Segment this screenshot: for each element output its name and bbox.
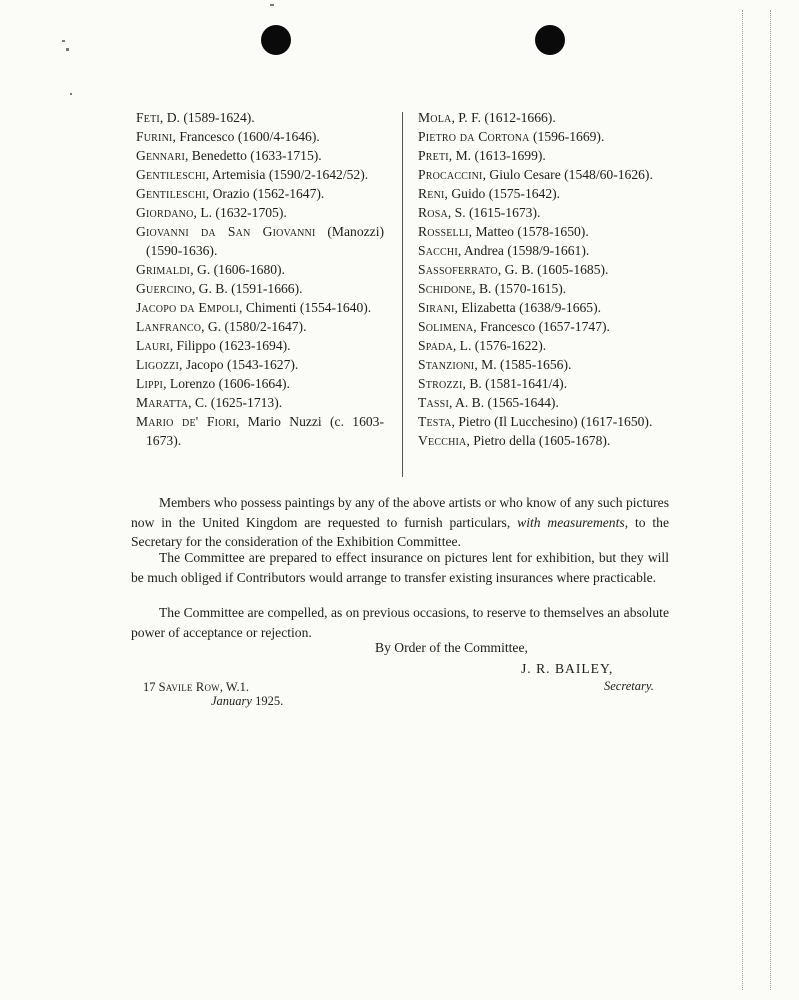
artist-details: , Pietro della (1605-1678). [466, 433, 611, 448]
artist-details: , Giulo Cesare (1548/60-1626). [482, 167, 653, 182]
artist-entry [136, 412, 384, 450]
artist-details: , G. B. (1605-1685). [497, 262, 609, 277]
punch-hole-right [535, 25, 565, 55]
artist-entry [418, 336, 668, 355]
artist-surname: Giovanni da San Giovanni [136, 224, 316, 239]
artist-surname: Lauri [136, 338, 170, 353]
artist-surname: Mola [418, 110, 452, 125]
perforation-line [770, 10, 771, 990]
artist-details: , Artemisia (1590/2-1642/52). [205, 167, 369, 182]
artist-surname: Giordano [136, 205, 194, 220]
artist-surname: Spada [418, 338, 453, 353]
artist-details: , Pietro (Il Lucchesino) (1617-1650). [451, 414, 653, 429]
notice-paragraph-2-text: The Committee are prepared to effect insurance on pictures lent for exhibition, but they will be much obliged if Contributors would arrange to transfer existing insurances where practicable. [131, 550, 669, 585]
artist-entry [136, 260, 384, 279]
artist-surname: Pietro da Cortona [418, 129, 530, 144]
artist-entry [418, 374, 668, 393]
artist-surname: Gennari [136, 148, 185, 163]
artist-entry [418, 393, 668, 412]
artist-entry [418, 241, 668, 260]
punch-hole-left [261, 25, 291, 55]
artist-details: , Matteo (1578-1650). [468, 224, 589, 239]
signatory-name: J. R. BAILEY, [521, 661, 614, 676]
artist-entry [418, 431, 668, 450]
perforation-line [742, 10, 743, 990]
address-number: 17 [143, 680, 156, 694]
artist-list-left [136, 108, 384, 450]
artist-surname: Ligozzi [136, 357, 180, 372]
artist-details: , Elizabetta (1638/9-1665). [454, 300, 602, 315]
artist-entry [418, 279, 668, 298]
artist-entry [418, 165, 668, 184]
artist-surname: Sassoferrato [418, 262, 498, 277]
artist-surname: Preti [418, 148, 449, 163]
artist-surname: Guercino [136, 281, 192, 296]
artist-entry [136, 108, 384, 127]
artist-surname: Sacchi [418, 243, 458, 258]
artist-surname: Testa [418, 414, 452, 429]
artist-entry [136, 127, 384, 146]
artist-details: , L. (1576-1622). [452, 338, 547, 353]
artist-entry [418, 298, 668, 317]
artist-surname: Tassi [418, 395, 449, 410]
column-divider [402, 112, 403, 477]
artist-details: , Chimenti (1554-1640). [239, 300, 372, 315]
notice-paragraph-3 [131, 603, 669, 642]
artist-entry [136, 203, 384, 222]
artist-details: , Andrea (1598/9-1661). [457, 243, 590, 258]
artist-entry [136, 165, 384, 184]
artist-surname: Strozzi [418, 376, 463, 391]
artist-entry [418, 355, 668, 374]
scan-speck [66, 48, 69, 51]
artist-surname: Gentileschi [136, 167, 206, 182]
artist-details: , Jacopo (1543-1627). [179, 357, 299, 372]
artist-entry [418, 146, 668, 165]
artist-details: (1596-1669). [529, 129, 605, 144]
notice-paragraph-1-before: Members who possess paintings by any of the above artists or who know of any such pictures now in the United Kingdom are requested to furnish particulars, [131, 495, 669, 530]
artist-entry [418, 412, 668, 431]
artist-entry [136, 222, 384, 260]
artist-details: , Francesco (1600/4-1646). [172, 129, 320, 144]
artist-details: , P. F. (1612-1666). [451, 110, 556, 125]
artist-entry [418, 108, 668, 127]
by-order-line: By Order of the Committee, [375, 640, 528, 655]
artist-entry [418, 203, 668, 222]
artist-details: , D. (1589-1624). [159, 110, 255, 125]
artist-details: , Guido (1575-1642). [444, 186, 561, 201]
artist-surname: Maratta [136, 395, 189, 410]
artist-details: , M. (1613-1699). [448, 148, 546, 163]
artist-entry [418, 260, 668, 279]
artist-surname: Sirani [418, 300, 455, 315]
artist-surname: Gentileschi [136, 186, 206, 201]
notice-paragraph-1-after: , to the Secretary for the consideration of the Exhibition Committee. [131, 514, 669, 549]
artist-entry [136, 393, 384, 412]
artist-list-right [418, 108, 668, 450]
artist-details: , Mario Nuzzi (c. 1603-1673). [146, 414, 384, 448]
scan-speck [70, 93, 72, 95]
artist-surname: Lippi [136, 376, 164, 391]
artist-details: , G. (1580/2-1647). [201, 319, 307, 334]
date-year: 1925. [255, 694, 284, 708]
artist-entry [136, 298, 384, 317]
scan-speck [270, 4, 274, 6]
artist-entry [136, 317, 384, 336]
artist-details: , M. (1585-1656). [474, 357, 572, 372]
artist-details: , L. (1632-1705). [193, 205, 287, 220]
notice-paragraph-2 [131, 548, 669, 587]
artist-details: , G. (1606-1680). [190, 262, 285, 277]
artist-surname: Jacopo da Empoli [136, 300, 240, 315]
artist-details: , Orazio (1562-1647). [205, 186, 325, 201]
artist-details: , Lorenzo (1606-1664). [163, 376, 290, 391]
notice-paragraph-1-italic: with measurements [517, 514, 625, 530]
artist-surname: Procaccini [418, 167, 483, 182]
date-month: January [211, 694, 252, 708]
artist-surname: Feti [136, 110, 160, 125]
signatory-title: Secretary. [604, 679, 654, 693]
address-rest: , W.1. [219, 680, 250, 694]
artist-entry [418, 317, 668, 336]
artist-entry [136, 184, 384, 203]
artist-details: , Francesco (1657-1747). [473, 319, 610, 334]
address-street: Savile Row [158, 680, 220, 694]
artist-surname: Rosa [418, 205, 448, 220]
artist-entry [418, 184, 668, 203]
artist-entry [418, 127, 668, 146]
address-line [143, 680, 249, 695]
artist-details: , Benedetto (1633-1715). [185, 148, 322, 163]
notice-paragraph-3-text: The Committee are compelled, as on previous occasions, to reserve to themselves an absolute power of acceptance or rejection. [131, 605, 669, 640]
artist-entry [136, 336, 384, 355]
artist-surname: Rosselli [418, 224, 469, 239]
scan-speck [62, 40, 65, 42]
artist-details: , C. (1625-1713). [188, 395, 283, 410]
artist-surname: Lanfranco [136, 319, 202, 334]
artist-surname: Reni [418, 186, 445, 201]
artist-details: , S. (1615-1673). [447, 205, 541, 220]
date-line [211, 694, 283, 709]
artist-surname: Stanzioni [418, 357, 475, 372]
artist-entry [418, 222, 668, 241]
artist-details: , Filippo (1623-1694). [169, 338, 291, 353]
artist-entry [136, 374, 384, 393]
artist-entry [136, 355, 384, 374]
artist-entry [136, 146, 384, 165]
artist-details: , B. (1570-1615). [472, 281, 567, 296]
artist-details: , G. B. (1591-1666). [191, 281, 303, 296]
artist-entry [136, 279, 384, 298]
artist-surname: Vecchia [418, 433, 467, 448]
artist-surname: Grimaldi [136, 262, 191, 277]
artist-details: , A. B. (1565-1644). [448, 395, 559, 410]
artist-details: (Manozzi) (1590-1636). [146, 224, 384, 258]
artist-details: , B. (1581-1641/4). [462, 376, 568, 391]
artist-surname: Mario de' Fiori [136, 414, 237, 429]
notice-paragraph-1 [131, 493, 669, 552]
artist-surname: Furini [136, 129, 173, 144]
artist-surname: Schidone [418, 281, 473, 296]
artist-surname: Solimena [418, 319, 474, 334]
